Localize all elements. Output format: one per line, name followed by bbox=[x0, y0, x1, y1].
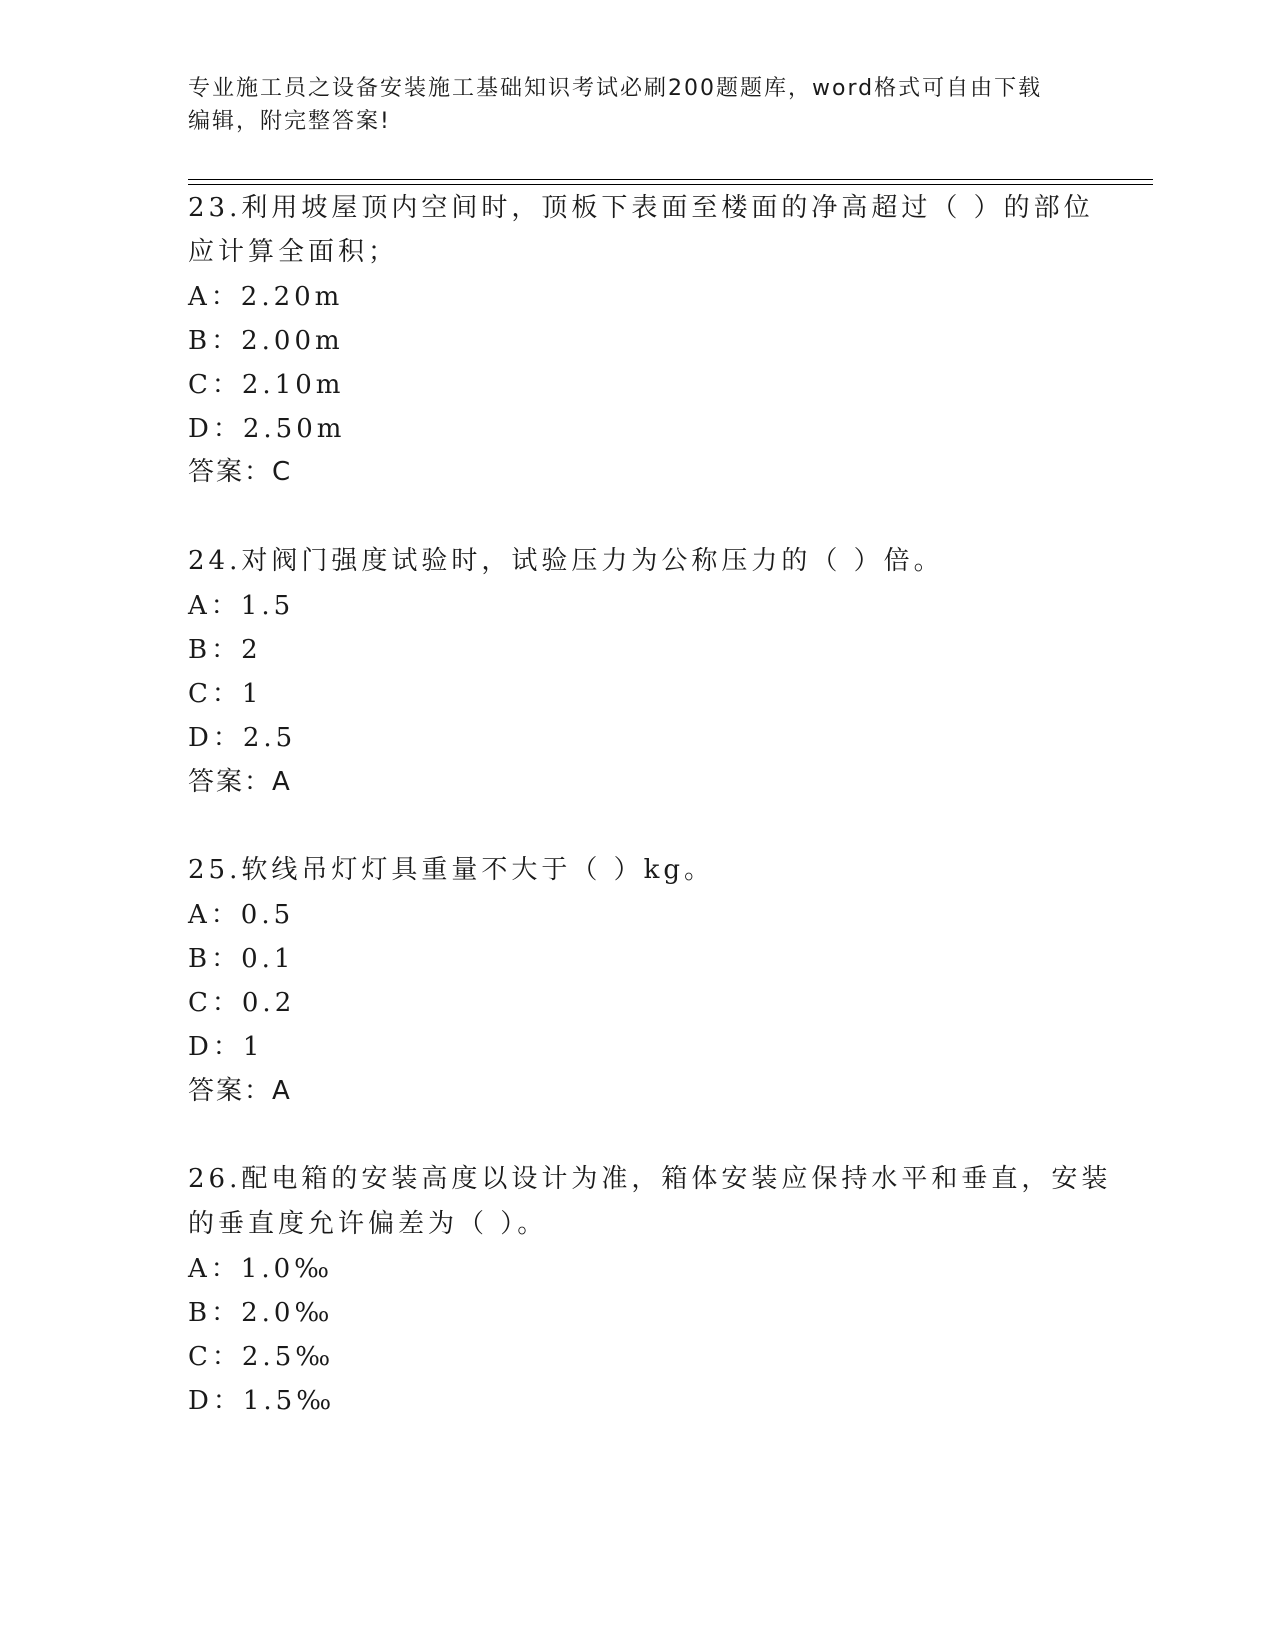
question-26-option-d: D：1.5‰ bbox=[188, 1386, 336, 1416]
question-25-option-c: C：0.2 bbox=[188, 988, 296, 1018]
question-26-option-b: B：2.0‰ bbox=[188, 1298, 334, 1328]
header-title-line-2: 编辑，附完整答案! bbox=[188, 109, 391, 134]
question-25-stem-line-1: 25.软线吊灯灯具重量不大于（ ）kg。 bbox=[188, 855, 715, 885]
header-divider-top bbox=[188, 179, 1153, 180]
question-24-answer: 答案：A bbox=[188, 767, 292, 797]
question-24-stem-line-1: 24.对阀门强度试验时，试验压力为公称压力的（ ）倍。 bbox=[188, 546, 944, 576]
question-25-option-a: A：0.5 bbox=[188, 900, 295, 930]
question-26-option-c: C：2.5‰ bbox=[188, 1342, 335, 1372]
question-24-option-b: B：2 bbox=[188, 635, 262, 665]
question-26-stem-line-1: 26.配电箱的安装高度以设计为准，箱体安装应保持水平和垂直，安装 bbox=[188, 1164, 1112, 1194]
question-23-option-b: B：2.00m bbox=[188, 326, 344, 356]
header-divider-bottom bbox=[188, 184, 1153, 185]
question-26-option-a: A：1.0‰ bbox=[188, 1254, 334, 1284]
question-24-option-a: A：1.5 bbox=[188, 591, 295, 621]
question-25-option-b: B：0.1 bbox=[188, 944, 295, 974]
question-25-option-d: D：1 bbox=[188, 1032, 264, 1062]
question-24-option-c: C：1 bbox=[188, 679, 263, 709]
question-23-option-a: A：2.20m bbox=[188, 282, 344, 312]
question-23-stem-line-1: 23.利用坡屋顶内空间时，顶板下表面至楼面的净高超过（ ）的部位 bbox=[188, 193, 1094, 223]
question-23-stem-line-2: 应计算全面积； bbox=[188, 237, 399, 267]
question-26-stem-line-2: 的垂直度允许偏差为（ ）。 bbox=[188, 1209, 548, 1239]
question-25-answer: 答案：A bbox=[188, 1076, 292, 1106]
question-23-answer: 答案：C bbox=[188, 457, 293, 487]
question-24-option-d: D：2.5 bbox=[188, 723, 297, 753]
question-23-option-d: D：2.50m bbox=[188, 414, 346, 444]
document-header bbox=[188, 72, 1088, 138]
header-title-line-1: 专业施工员之设备安装施工基础知识考试必刷200题题库，word格式可自由下载 bbox=[188, 76, 1043, 101]
question-23-option-c: C：2.10m bbox=[188, 370, 345, 400]
